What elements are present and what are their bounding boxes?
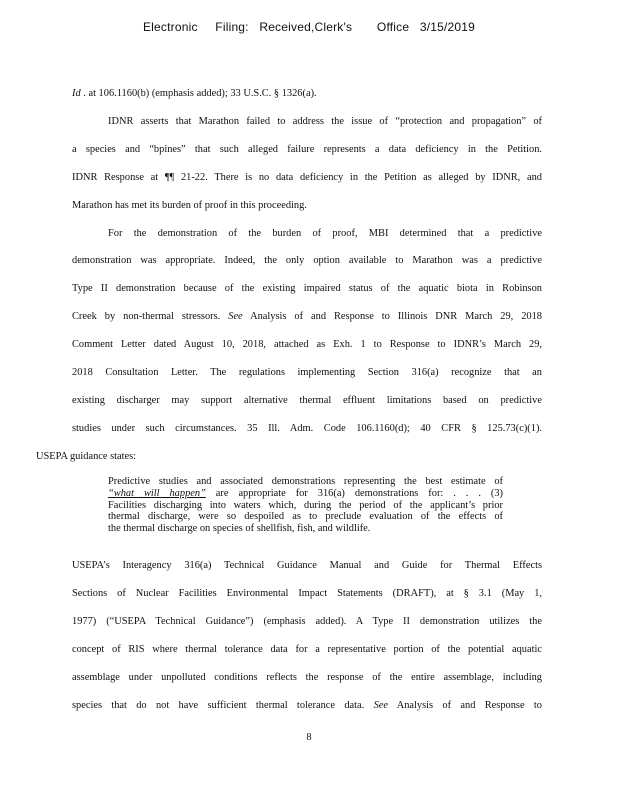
text-segment: 1977) (“USEPA Technical Guidance”) (emphasis added). A Type II demonstration	[72, 615, 480, 627]
text-segment: Creek by non-thermal stressors.	[72, 311, 221, 323]
see-signal: See	[228, 311, 243, 323]
text-line: 2018 Consultation Letter. The regulations implementing Section 316(a) recognize that an	[72, 367, 542, 379]
page-number: 8	[306, 732, 312, 743]
text-line: IDNR asserts that Marathon failed to address the issue of “protection and propagation” of	[108, 115, 542, 127]
quote-line: the thermal discharge on species of shellfish, fish, and wildlife.	[108, 523, 371, 535]
text-line	[72, 608, 542, 636]
text-line: demonstration was appropriate. Indeed, the only option available to Marathon was a predictive	[72, 255, 542, 267]
text-segment: Analysis of and Response to Illinois DNR March 29, 2018	[250, 311, 542, 323]
see-signal: See	[373, 699, 388, 711]
paragraph-demonstration	[36, 220, 542, 471]
text-line: studies under such circumstances. 35 Ill. Adm. Code 106.1160(d); 40 CFR § 125.73(c)(1).	[72, 422, 542, 434]
text-line: USEPA guidance states:	[36, 450, 137, 462]
document-body-continued	[72, 552, 542, 719]
text-line: a species and “bpines” that such alleged failure represents a data deficiency in the Petition.	[72, 143, 542, 155]
quote-line: Predictive studies and associated demonstrations representing the best estimate of	[108, 476, 503, 487]
text-segment: Analysis of and Response to	[387, 699, 542, 711]
quote-line: Facilities discharging into waters which, during the period of the applicant’s prior	[108, 499, 503, 511]
text-line: For the demonstration of the burden of proof, MBI determined that a predictive	[108, 227, 542, 239]
text-line	[72, 303, 542, 331]
quote-line	[108, 488, 503, 500]
underlined-phrase: “what will happen”	[108, 487, 206, 499]
paragraph-citation	[72, 80, 542, 108]
text-line: assemblage under unpolluted conditions reflects the response of the entire assemblage, including	[72, 671, 542, 683]
text-line: existing discharger may support alternative thermal effluent limitations based on predictive	[72, 394, 542, 406]
text-line: Type II demonstration because of the existing impaired status of the aquatic biota in Robinson	[72, 283, 542, 295]
quote-line: thermal discharge, were so despoiled as to preclude evaluation of the effects of	[108, 511, 503, 523]
text-line	[72, 692, 542, 720]
italic-id: Id	[72, 88, 81, 99]
block-quote	[108, 476, 503, 535]
filing-header: Electronic Filing: Received,Clerk's Office 3/15/2019	[142, 20, 476, 34]
text-line: Marathon has met its burden of proof in this proceeding.	[72, 199, 307, 211]
text-line: Comment Letter dated August 10, 2018, attached as Exh. 1 to Response to IDNR’s March 29,	[72, 339, 542, 351]
text-line	[72, 80, 542, 108]
text-segment: species that do not have sufficient thermal tolerance data.	[72, 699, 365, 711]
paragraph-idnr-asserts	[72, 108, 542, 220]
text-line: Sections of Nuclear Facilities Environmental Impact Statements (DRAFT), at § 3.1 (May 1,	[72, 587, 542, 599]
text-line: concept of RIS where thermal tolerance data for a representative portion of the potential aquatic	[72, 643, 542, 655]
citation-text: . at 106.1160(b) (emphasis added); 33 U.S.C. § 1326(a).	[83, 88, 317, 99]
document-body	[36, 80, 542, 471]
text-line: USEPA’s Interagency 316(a) Technical Guidance Manual and Guide for Thermal Effects	[72, 560, 542, 571]
text-segment: utilizes the	[479, 615, 542, 627]
text-segment: are appropriate for 316(a) demonstrations for: . . . (3)	[205, 487, 504, 499]
text-line: IDNR Response at ¶¶ 21-22. There is no data deficiency in the Petition as alleged by IDNR, and	[72, 171, 542, 183]
